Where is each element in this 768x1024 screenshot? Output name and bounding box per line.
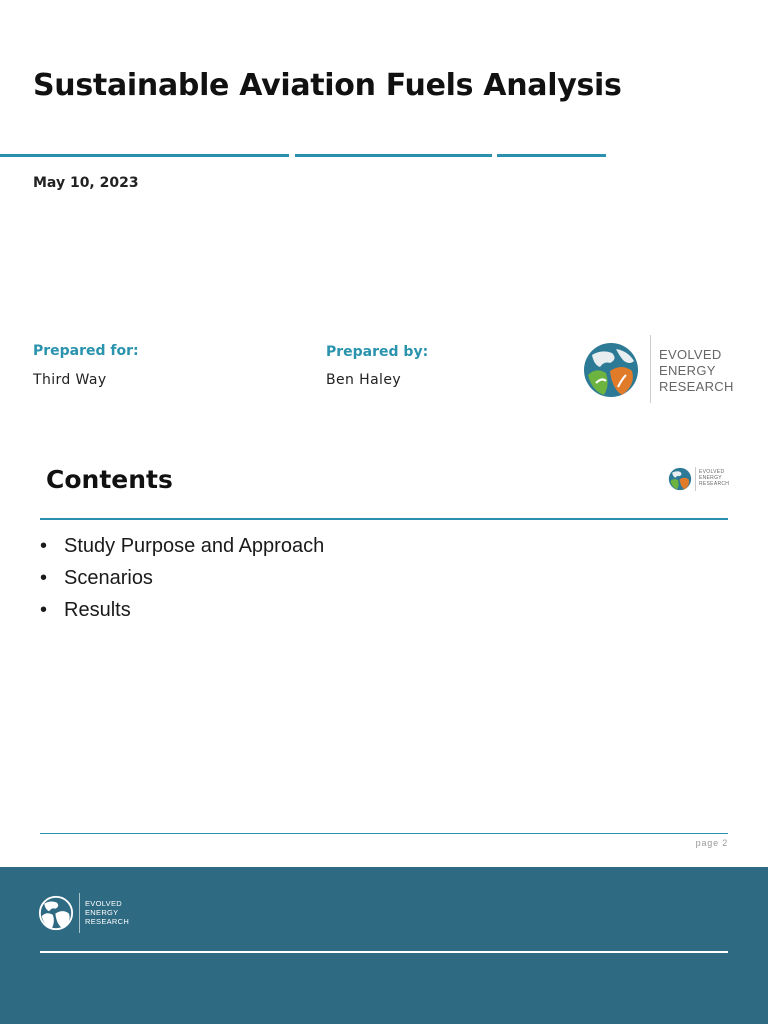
title-rule-1 (0, 154, 289, 157)
page-number: page 2 (695, 838, 728, 848)
document-date: May 10, 2023 (33, 175, 139, 191)
prepared-by-value: Ben Haley (326, 372, 402, 388)
logo-divider (695, 467, 696, 491)
logo-line-3: RESEARCH (85, 917, 130, 926)
title-rule-3 (497, 154, 606, 157)
footer-rule (40, 951, 728, 953)
contents-item (40, 597, 324, 629)
bullet: • (40, 599, 48, 621)
logo-line-1: EVOLVED (699, 469, 725, 475)
contents-item-label: Results (64, 599, 131, 621)
document-title: Sustainable Aviation Fuels Analysis (33, 68, 622, 103)
globe-leaf-icon (38, 895, 74, 931)
globe-leaf-icon (582, 341, 640, 399)
bullet: • (40, 567, 48, 589)
logo-line-1: EVOLVED (659, 347, 722, 362)
evolved-energy-logo (582, 333, 732, 405)
logo-line-3: RESEARCH (699, 481, 730, 487)
contents-item (40, 533, 324, 565)
contents-list (40, 533, 324, 629)
footer-band (0, 867, 768, 1024)
footer-logo (38, 893, 138, 933)
contents-item-label: Study Purpose and Approach (64, 535, 325, 557)
logo-line-1: EVOLVED (85, 899, 122, 908)
bullet: • (40, 535, 48, 557)
contents-rule (40, 518, 728, 520)
logo-line-2: ENERGY (699, 475, 722, 481)
prepared-for-label: Prepared for: (33, 343, 139, 359)
evolved-energy-logo-small (668, 466, 730, 492)
logo-divider (79, 893, 80, 933)
globe-leaf-icon (668, 467, 692, 491)
prepared-for-value: Third Way (33, 372, 107, 388)
contents-item-label: Scenarios (64, 567, 153, 589)
logo-divider (650, 335, 651, 403)
logo-line-2: ENERGY (659, 363, 716, 378)
logo-line-3: RESEARCH (659, 379, 734, 394)
contents-title: Contents (46, 465, 173, 494)
logo-line-2: ENERGY (85, 908, 119, 917)
page-rule (40, 833, 728, 834)
prepared-by-label: Prepared by: (326, 344, 429, 360)
title-rule-2 (295, 154, 492, 157)
contents-item (40, 565, 324, 597)
